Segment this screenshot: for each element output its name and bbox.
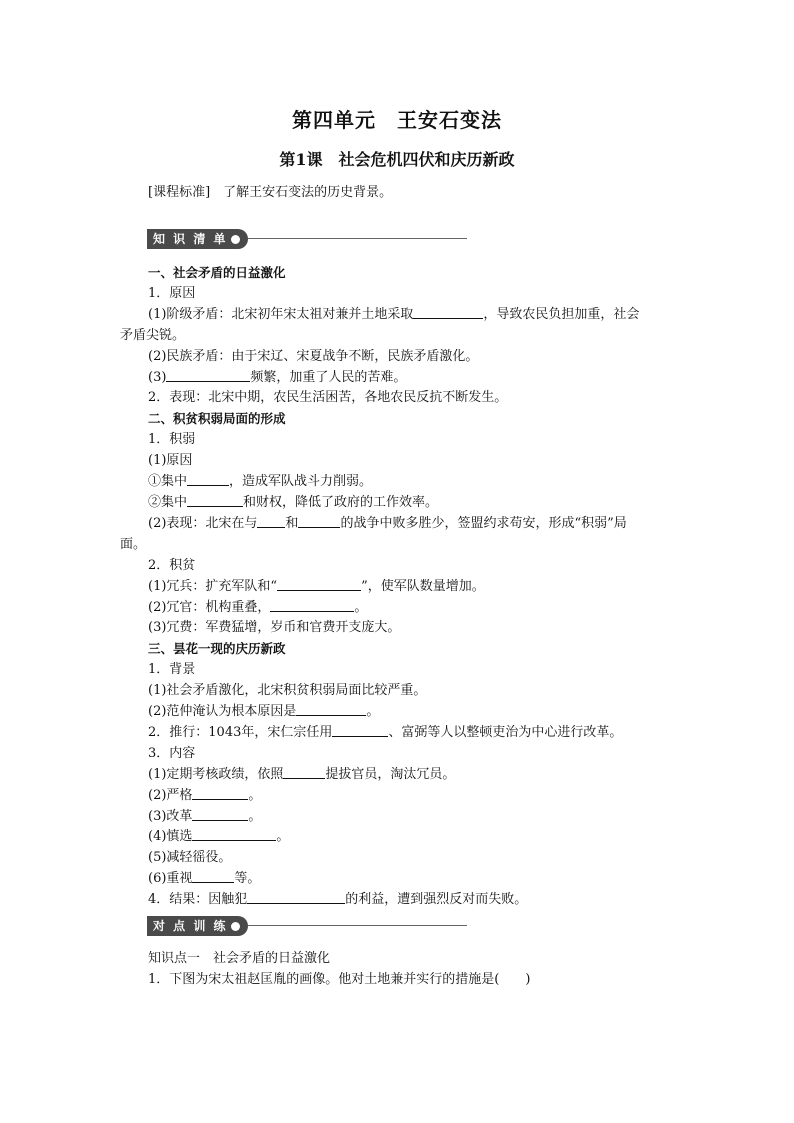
text-line: (2)表现：北宋在与 和 的战争中败多胜少，签盟约求苟安，形成“积弱”局 xyxy=(148,515,627,531)
fill-blank xyxy=(283,765,325,779)
knowledge-list-tag xyxy=(147,229,248,249)
fill-blank xyxy=(192,869,234,883)
fill-blank xyxy=(187,493,243,507)
fill-blank xyxy=(192,827,276,841)
text-line: (1)冗兵：扩充军队和“ ”，使军队数量增加。 xyxy=(148,578,485,594)
fill-blank xyxy=(332,723,388,737)
text-line: (6)重视 等。 xyxy=(148,871,261,887)
fill-blank xyxy=(247,890,345,904)
text-line: (2)严格 。 xyxy=(148,787,262,803)
fill-blank xyxy=(187,472,229,486)
fill-blank xyxy=(270,598,354,612)
banner-rule xyxy=(248,238,467,239)
lesson-title: 第1课 社会危机四伏和庆历新政 xyxy=(279,150,515,169)
text-line: (5)减轻徭役。 xyxy=(148,850,232,866)
text-line: (3)改革 。 xyxy=(148,808,262,824)
practice-content xyxy=(120,949,678,991)
question-text: 1．下图为宋太祖赵匡胤的画像。他对土地兼并实行的措施是( ) xyxy=(148,971,531,987)
fill-blank xyxy=(277,577,361,591)
text-line: (1)阶级矛盾：北宋初年宋太祖对兼并土地采取 ，导致农民负担加重，社会 xyxy=(148,306,640,322)
text-line: 2．表现：北宋中期，农民生活困苦，各地农民反抗不断发生。 xyxy=(148,390,508,406)
text-line: (1)社会矛盾激化，北宋积贫积弱局面比较严重。 xyxy=(148,683,427,699)
text-line: 4．结果：因触犯 的利益，遭到强烈反对而失败。 xyxy=(148,892,528,908)
course-standard: [课程标准] 了解王安石变法的历史背景。 xyxy=(148,185,393,200)
text-line: (4)慎选 。 xyxy=(148,829,290,845)
text-line: (3) 频繁，加重了人民的苦难。 xyxy=(148,369,407,385)
knowledge-list-banner xyxy=(147,229,467,249)
fill-blank xyxy=(192,786,248,800)
text-line: 2．推行：1043年，宋仁宗任用 、富弼等人以整顿吏治为中心进行改革。 xyxy=(148,724,623,740)
fill-blank xyxy=(296,702,366,716)
dot-icon xyxy=(231,922,240,931)
knowledge-list-content xyxy=(120,263,678,911)
item-heading: 3．内容 xyxy=(148,745,196,761)
fill-blank xyxy=(257,514,285,528)
fill-blank xyxy=(192,807,248,821)
text-line: ②集中 和财权，降低了政府的工作效率。 xyxy=(148,494,439,510)
text-line: (1)定期考核政绩，依照 提拔官员，淘汰冗员。 xyxy=(148,766,456,782)
unit-title: 第四单元 王安石变法 xyxy=(292,108,502,132)
text-line: ①集中 ，造成军队战斗力削弱。 xyxy=(148,474,373,490)
practice-label: 对 点 训 练 xyxy=(153,919,228,933)
dot-icon xyxy=(231,235,240,244)
text-line: (3)冗费：军费猛增，岁币和官费开支庞大。 xyxy=(148,620,401,636)
item-heading: 1．原因 xyxy=(148,285,196,301)
banner-rule xyxy=(248,925,467,926)
section-heading: 三、昙花一现的庆历新政 xyxy=(148,641,286,657)
knowledge-point-heading: 知识点一 社会矛盾的日益激化 xyxy=(148,951,331,966)
text-line: 矛盾尖锐。 xyxy=(120,327,186,343)
text-line: (2)冗官：机构重叠， 。 xyxy=(148,599,368,615)
fill-blank xyxy=(298,514,340,528)
section-heading: 二、积贫积弱局面的形成 xyxy=(148,411,286,427)
text-line: (2)范仲淹认为根本原因是 。 xyxy=(148,704,380,720)
knowledge-list-label: 知 识 清 单 xyxy=(153,232,228,246)
section-heading: 一、社会矛盾的日益激化 xyxy=(148,265,286,280)
text-line: 面。 xyxy=(120,536,147,552)
fill-blank xyxy=(166,368,250,382)
practice-banner xyxy=(147,916,467,936)
item-heading: 2．积贫 xyxy=(148,557,196,573)
text-line: (1)原因 xyxy=(148,453,193,469)
text-line: (2)民族矛盾：由于宋辽、宋夏战争不断，民族矛盾激化。 xyxy=(148,348,479,364)
item-heading: 1．背景 xyxy=(148,662,196,678)
fill-blank xyxy=(413,305,483,319)
item-heading: 1．积弱 xyxy=(148,432,196,448)
practice-tag xyxy=(147,916,248,936)
